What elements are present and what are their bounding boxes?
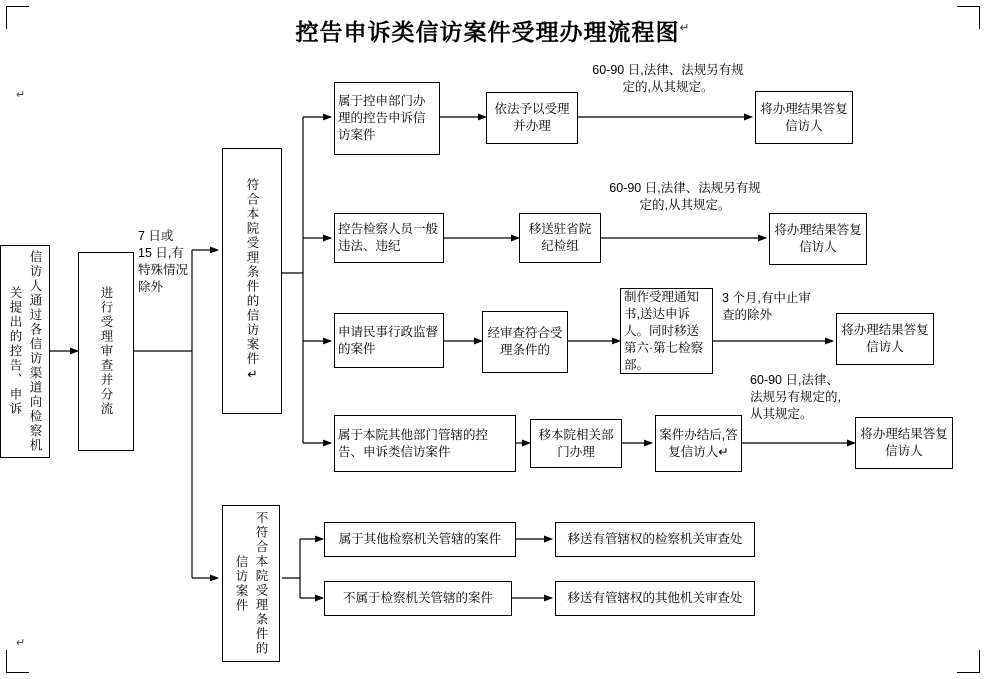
annotation-branch2-time: 60-90 日,法律、法规另有规定的,从其规定。 xyxy=(609,181,761,212)
node-branch4: 属于本院其他部门管辖的控告、申诉类信访案件 xyxy=(334,415,516,472)
node-branch5-result: 移送有管辖权的检察机关审查处 xyxy=(555,522,755,557)
node-branch2-result: 将办理结果答复信访人 xyxy=(769,213,867,265)
paragraph-mark-1: ↵ xyxy=(16,89,26,101)
node-branch1: 属于控申部门办理的控告申诉信访案件 xyxy=(334,82,440,155)
annotation-intake-time: 7 日或 15 日,有特殊情况除外 xyxy=(138,229,189,294)
node-branch3-result: 将办理结果答复信访人 xyxy=(836,313,934,365)
page-title-text: 控告申诉类信访案件受理办理流程图 xyxy=(295,20,680,45)
node-not-conform: 不符合本院受理条件的信访案件 xyxy=(222,505,280,662)
node-branch4-result: 将办理结果答复信访人 xyxy=(855,417,953,469)
node-branch3-step3: 制作受理通知书,送达申诉人。同时移送第六·第七检察部。 xyxy=(620,288,713,374)
node-branch1-step2: 依法予以受理并办理 xyxy=(486,92,578,144)
annotation-branch1-time: 60-90 日,法律、法规另有规定的,从其规定。 xyxy=(592,63,744,94)
page-title xyxy=(0,14,986,47)
node-branch4-step2: 移本院相关部门办理 xyxy=(530,419,622,468)
node-review: 进行受理审查并分流 xyxy=(78,252,134,451)
node-branch6: 不属于检察机关管辖的案件 xyxy=(324,581,512,616)
node-branch2-step2: 移送驻省院纪检组 xyxy=(519,213,601,263)
annotation-branch4-time: 60-90 日,法律、法规另有规定的,从其规定。 xyxy=(750,373,841,421)
page-corner-bottom-right xyxy=(957,650,980,673)
node-branch2: 控告检察人员一般违法、违纪 xyxy=(334,213,444,263)
node-conform: 符合本院受理条件的信访案件↵ xyxy=(222,148,282,414)
node-branch4-step3: 案件办结后,答复信访人↵ xyxy=(655,415,742,472)
node-branch1-result: 将办理结果答复信访人 xyxy=(755,91,853,144)
annotation-branch3-time: 3 个月,有中止审查的除外 xyxy=(722,291,811,322)
node-branch6-result: 移送有管辖权的其他机关审查处 xyxy=(555,581,755,616)
paragraph-mark-2: ↵ xyxy=(16,637,26,649)
page-corner-bottom-left xyxy=(6,650,29,673)
paragraph-mark-title: ↵ xyxy=(679,20,691,35)
node-branch3: 申请民事行政监督的案件 xyxy=(334,313,444,368)
node-branch3-step2: 经审查符合受理条件的 xyxy=(482,311,568,373)
node-intake: 信访人通过各信访渠道向检察机关提出的控告、申诉 xyxy=(0,245,50,458)
node-branch5: 属于其他检察机关管辖的案件 xyxy=(324,522,516,557)
